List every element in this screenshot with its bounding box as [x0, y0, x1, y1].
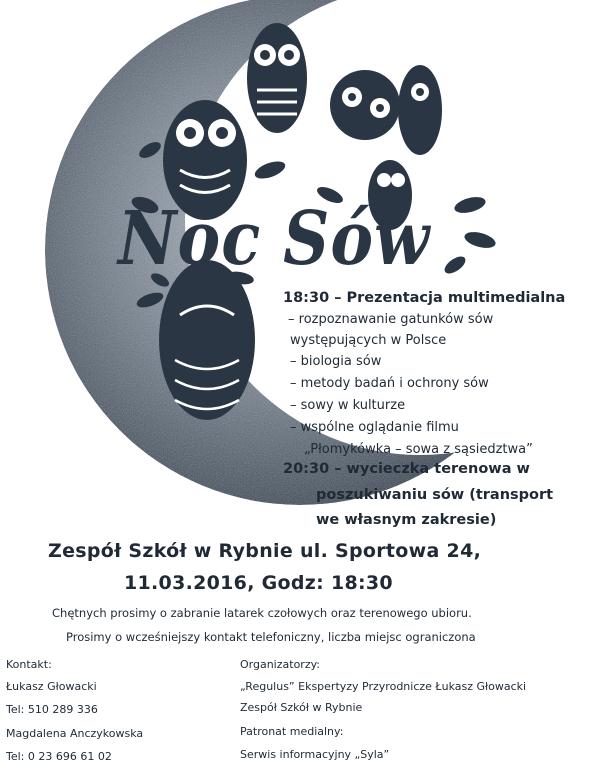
title-word-sow: Sów: [283, 196, 431, 283]
program-item: – sowy w kulturze: [290, 398, 406, 413]
program-item: 20:30 – wycieczka terenowa w: [283, 461, 530, 477]
program-item: „Płomykówka – sowa z sąsiedztwa”: [304, 442, 533, 457]
program-item: – wspólne oglądanie filmu: [290, 420, 459, 435]
program-item: – biologia sów: [290, 354, 382, 369]
program-item: – metody badań i ochrony sów: [290, 376, 489, 391]
program-item: we własnym zakresie): [316, 512, 497, 528]
venue-address: Zespół Szkół w Rybnie ul. Sportowa 24,: [48, 540, 482, 562]
contact-heading: Kontakt:: [6, 658, 52, 671]
patron-heading: Patronat medialny:: [240, 725, 344, 738]
organizers-heading: Organizatorzy:: [240, 658, 321, 671]
note-contact: Prosimy o wcześniejszy kontakt telefoniczny, liczba miejsc ograniczona: [66, 630, 476, 644]
patron: Serwis informacyjny „Syla”: [240, 748, 390, 761]
organizer: „Regulus” Ekspertyzy Przyrodnicze Łukasz Głowacki: [240, 680, 527, 693]
contact-phone: Tel: 0 23 696 61 02: [6, 750, 112, 763]
venue-date-time: 11.03.2016, Godz: 18:30: [124, 572, 393, 594]
organizer: Zespół Szkół w Rybnie: [240, 701, 363, 714]
program-item: – rozpoznawanie gatunków sów: [288, 312, 494, 327]
program-item: 18:30 – Prezentacja multimedialna: [283, 290, 566, 306]
contact-person: Magdalena Anczykowska: [6, 727, 144, 740]
note-equipment: Chętnych prosimy o zabranie latarek czołowych oraz terenowego ubioru.: [52, 606, 472, 620]
contact-person: Łukasz Głowacki: [6, 680, 97, 693]
page-title: [118, 196, 430, 282]
title-word-noc: Noc: [118, 196, 262, 283]
contact-phone: Tel: 510 289 336: [6, 703, 98, 716]
program-item: poszukiwaniu sów (transport: [316, 487, 554, 503]
program-item: występujących w Polsce: [290, 333, 447, 348]
